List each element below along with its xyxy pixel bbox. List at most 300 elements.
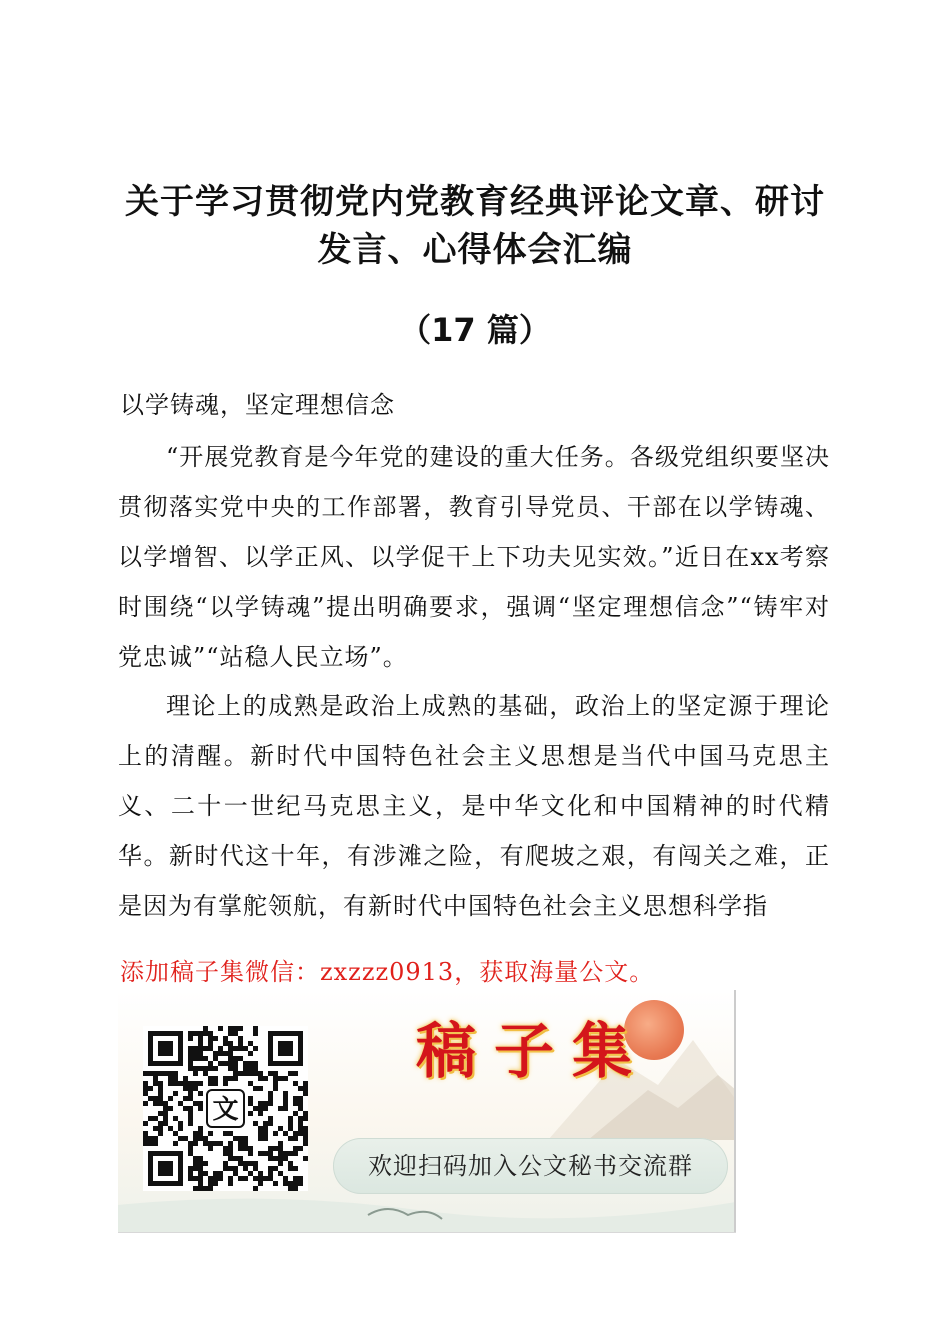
promo-banner [118, 990, 736, 1233]
qr-module [278, 1076, 283, 1081]
qr-module [258, 1131, 263, 1136]
qr-module [238, 1071, 243, 1076]
qr-module [223, 1051, 228, 1056]
qr-module [208, 1066, 213, 1071]
qr-module [193, 1186, 198, 1191]
qr-module [248, 1161, 253, 1166]
qr-module [168, 1126, 173, 1131]
qr-module [253, 1026, 258, 1031]
qr-module [243, 1046, 248, 1051]
qr-module [198, 1156, 203, 1161]
qr-module [198, 1036, 203, 1041]
qr-module [303, 1131, 308, 1136]
qr-module [248, 1151, 253, 1156]
qr-module [213, 1036, 218, 1041]
qr-module [283, 1156, 288, 1161]
qr-module [173, 1091, 178, 1096]
qr-module [293, 1131, 298, 1136]
qr-module [143, 1086, 148, 1091]
qr-module [203, 1171, 208, 1176]
qr-module [298, 1126, 303, 1131]
qr-module [223, 1146, 228, 1151]
qr-module [213, 1066, 218, 1071]
qr-module [253, 1166, 258, 1171]
qr-module [303, 1136, 308, 1141]
qr-module [278, 1151, 283, 1156]
qr-module [148, 1086, 153, 1091]
qr-module [258, 1176, 263, 1181]
qr-module [263, 1151, 268, 1156]
qr-module [228, 1151, 233, 1156]
qr-module [273, 1166, 278, 1171]
qr-module [248, 1111, 253, 1116]
qr-module [163, 1116, 168, 1121]
qr-module [193, 1081, 198, 1086]
qr-module [253, 1186, 258, 1191]
qr-module [198, 1046, 203, 1051]
qr-module [153, 1081, 158, 1086]
qr-module [303, 1116, 308, 1121]
qr-module [258, 1086, 263, 1091]
qr-module [158, 1071, 163, 1076]
qr-code-image [143, 1026, 308, 1191]
qr-module [188, 1146, 193, 1151]
qr-module [213, 1051, 218, 1056]
qr-module [248, 1051, 253, 1056]
qr-module [188, 1106, 193, 1111]
qr-module [233, 1026, 238, 1031]
qr-module [178, 1081, 183, 1086]
qr-module [243, 1146, 248, 1151]
qr-module [188, 1141, 193, 1146]
qr-module [193, 1131, 198, 1136]
qr-module [253, 1086, 258, 1091]
qr-module [208, 1181, 213, 1186]
qr-module [188, 1056, 193, 1061]
qr-module [278, 1141, 283, 1146]
qr-module [163, 1106, 168, 1111]
qr-module [173, 1076, 178, 1081]
qr-module [228, 1061, 233, 1066]
qr-module [253, 1176, 258, 1181]
qr-module [213, 1141, 218, 1146]
qr-module [243, 1136, 248, 1141]
qr-module [283, 1151, 288, 1156]
qr-module [298, 1106, 303, 1111]
qr-module [203, 1026, 208, 1031]
qr-module [288, 1186, 293, 1191]
qr-module [168, 1081, 173, 1086]
qr-module [233, 1056, 238, 1061]
qr-module [298, 1131, 303, 1136]
qr-module [238, 1146, 243, 1151]
qr-module [203, 1071, 208, 1076]
qr-module [213, 1081, 218, 1086]
qr-module [193, 1141, 198, 1146]
qr-module [208, 1046, 213, 1051]
qr-module [283, 1176, 288, 1181]
qr-module [213, 1056, 218, 1061]
qr-module [153, 1141, 158, 1146]
qr-module [193, 1046, 198, 1051]
qr-module [198, 1131, 203, 1136]
qr-module [288, 1136, 293, 1141]
qr-module [218, 1171, 223, 1176]
qr-module [228, 1026, 233, 1031]
qr-module [213, 1076, 218, 1081]
qr-module [183, 1076, 188, 1081]
qr-module [293, 1181, 298, 1186]
qr-module [228, 1056, 233, 1061]
qr-module [238, 1026, 243, 1031]
qr-module [208, 1176, 213, 1181]
qr-module [168, 1076, 173, 1081]
qr-module [258, 1076, 263, 1081]
qr-module [223, 1076, 228, 1081]
qr-module [228, 1051, 233, 1056]
qr-module [193, 1166, 198, 1171]
qr-module [158, 1101, 163, 1106]
qr-module [243, 1166, 248, 1171]
qr-module [203, 1141, 208, 1146]
qr-module [288, 1181, 293, 1186]
qr-module [283, 1076, 288, 1081]
qr-module [153, 1096, 158, 1101]
qr-module [203, 1031, 208, 1036]
qr-module [238, 1161, 243, 1166]
qr-module [248, 1081, 253, 1086]
qr-module [268, 1156, 273, 1161]
qr-module [228, 1076, 233, 1081]
qr-module [208, 1076, 213, 1081]
qr-module [188, 1051, 193, 1056]
qr-module [248, 1066, 253, 1071]
qr-module [203, 1056, 208, 1061]
qr-module [243, 1176, 248, 1181]
qr-module [203, 1136, 208, 1141]
qr-module [148, 1096, 153, 1101]
qr-module [168, 1071, 173, 1076]
qr-module [248, 1061, 253, 1066]
qr-module [263, 1106, 268, 1111]
qr-module [143, 1131, 148, 1136]
qr-module [228, 1146, 233, 1151]
qr-module [198, 1176, 203, 1181]
qr-module [288, 1121, 293, 1126]
qr-module [198, 1126, 203, 1131]
qr-module [268, 1071, 273, 1076]
qr-module [208, 1041, 213, 1046]
qr-module [148, 1141, 153, 1146]
qr-module [208, 1036, 213, 1041]
qr-module [233, 1166, 238, 1171]
qr-module [243, 1141, 248, 1146]
qr-module [293, 1136, 298, 1141]
qr-module [153, 1071, 158, 1076]
qr-module [158, 1126, 163, 1131]
qr-module [303, 1081, 308, 1086]
qr-module [278, 1146, 283, 1151]
qr-module [293, 1096, 298, 1101]
qr-module [168, 1096, 173, 1101]
qr-module [143, 1081, 148, 1086]
qr-module [278, 1106, 283, 1111]
qr-module [163, 1121, 168, 1126]
qr-module [248, 1096, 253, 1101]
qr-module [293, 1081, 298, 1086]
qr-module [283, 1106, 288, 1111]
qr-module [143, 1136, 148, 1141]
qr-module [293, 1166, 298, 1171]
qr-module [263, 1101, 268, 1106]
qr-module [258, 1181, 263, 1186]
qr-module [163, 1111, 168, 1116]
qr-module [208, 1061, 213, 1066]
qr-module [303, 1126, 308, 1131]
qr-module [288, 1161, 293, 1166]
qr-module [178, 1101, 183, 1106]
qr-module [203, 1046, 208, 1051]
qr-module [188, 1081, 193, 1086]
qr-module [188, 1166, 193, 1171]
qr-module [288, 1116, 293, 1121]
qr-module [153, 1076, 158, 1081]
qr-module [293, 1151, 298, 1156]
qr-module [293, 1071, 298, 1076]
qr-module [183, 1086, 188, 1091]
qr-module [223, 1061, 228, 1066]
qr-module [183, 1081, 188, 1086]
qr-module [228, 1166, 233, 1171]
promo-text: 添加稿子集微信：zxzzz0913，获取海量公文。 [120, 958, 655, 986]
qr-module [223, 1161, 228, 1166]
qr-module [268, 1101, 273, 1106]
qr-module [163, 1101, 168, 1106]
qr-module [283, 1181, 288, 1186]
qr-module [193, 1086, 198, 1091]
qr-module [153, 1101, 158, 1106]
qr-module [263, 1176, 268, 1181]
qr-module [248, 1071, 253, 1076]
qr-module [273, 1071, 278, 1076]
qr-module [223, 1036, 228, 1041]
qr-module [253, 1031, 258, 1036]
qr-module [248, 1146, 253, 1151]
qr-module [158, 1086, 163, 1091]
qr-module [298, 1096, 303, 1101]
qr-module [278, 1126, 283, 1131]
slogan-pill [333, 1138, 728, 1194]
qr-module [143, 1121, 148, 1126]
qr-module [293, 1111, 298, 1116]
body-paragraph-2: 理论上的成熟是政治上成熟的基础，政治上的坚定源于理论上的清醒。新时代中国特色社会主义思想是当代中国马克思主义、二十一世纪马克思主义，是中华文化和中国精神的时代精华。新时代这十年，有涉滩之险，有爬坡之艰，有闯关之难，正是因为有掌舵领航，有新时代中国特色社会主义思想科学指 [118, 692, 830, 920]
qr-module [228, 1041, 233, 1046]
qr-module [143, 1101, 148, 1106]
qr-module [278, 1171, 283, 1176]
qr-module [268, 1166, 273, 1171]
qr-module [158, 1096, 163, 1101]
qr-module [218, 1141, 223, 1146]
qr-module [173, 1081, 178, 1086]
qr-module [208, 1031, 213, 1036]
qr-module [153, 1136, 158, 1141]
qr-module [293, 1146, 298, 1151]
qr-module [183, 1106, 188, 1111]
qr-module [288, 1126, 293, 1131]
document-title [60, 178, 890, 274]
qr-module [173, 1141, 178, 1146]
qr-module [233, 1031, 238, 1036]
qr-module [273, 1081, 278, 1086]
qr-module [148, 1071, 153, 1076]
qr-module [258, 1171, 263, 1176]
qr-module [208, 1186, 213, 1191]
qr-module [198, 1186, 203, 1191]
qr-module [228, 1176, 233, 1181]
qr-module [218, 1061, 223, 1066]
qr-module [203, 1161, 208, 1166]
qr-module [193, 1051, 198, 1056]
qr-module [303, 1086, 308, 1091]
qr-module [258, 1126, 263, 1131]
qr-module [198, 1056, 203, 1061]
qr-module [143, 1141, 148, 1146]
qr-module [293, 1101, 298, 1106]
qr-module [163, 1071, 168, 1076]
qr-module [198, 1051, 203, 1056]
qr-module [298, 1116, 303, 1121]
qr-module [233, 1061, 238, 1066]
qr-module [193, 1066, 198, 1071]
qr-module [218, 1176, 223, 1181]
qr-module [233, 1046, 238, 1051]
qr-module [188, 1086, 193, 1091]
qr-module [263, 1131, 268, 1136]
qr-module [273, 1181, 278, 1186]
qr-module [213, 1181, 218, 1186]
qr-module [303, 1091, 308, 1096]
qr-module [173, 1116, 178, 1121]
body-paragraph-1: “开展党教育是今年党的建设的重大任务。各级党组织要坚决贯彻落实党中央的工作部署，教育引导党员、干部在以学铸魂、以学增智、以学正风、以学促干上下功夫见实效。”近日在xx考察时围绕“以学铸魂”提出明确要求，强调“坚定理想信念”“铸牢对党忠诚”“站稳人民立场”。 [118, 443, 830, 671]
brand-logo-text: 稿子集 [416, 1017, 650, 1087]
qr-module [298, 1146, 303, 1151]
slogan-text: 欢迎扫码加入公文秘书交流群 [368, 1152, 693, 1180]
qr-module [298, 1176, 303, 1181]
qr-module [203, 1066, 208, 1071]
qr-module [283, 1091, 288, 1096]
qr-module [253, 1121, 258, 1126]
qr-module [198, 1041, 203, 1046]
qr-module [238, 1046, 243, 1051]
qr-module [158, 1111, 163, 1116]
qr-module [233, 1076, 238, 1081]
qr-module [208, 1081, 213, 1086]
qr-module [213, 1171, 218, 1176]
qr-module [278, 1156, 283, 1161]
qr-module [248, 1041, 253, 1046]
qr-module [193, 1161, 198, 1166]
qr-module [213, 1176, 218, 1181]
qr-module [158, 1131, 163, 1136]
document-title-line-1: 关于学习贯彻党内党教育经典评论文章、研讨 [125, 182, 825, 222]
qr-module [183, 1096, 188, 1101]
qr-module [188, 1116, 193, 1121]
qr-module [153, 1116, 158, 1121]
qr-module [188, 1171, 193, 1176]
qr-module [218, 1051, 223, 1056]
qr-module [233, 1071, 238, 1076]
qr-module [143, 1091, 148, 1096]
qr-module [193, 1071, 198, 1076]
qr-module [228, 1131, 233, 1136]
qr-module [273, 1086, 278, 1091]
qr-module [298, 1181, 303, 1186]
qr-module [258, 1106, 263, 1111]
qr-module [198, 1166, 203, 1171]
qr-module [153, 1126, 158, 1131]
qr-module [268, 1171, 273, 1176]
qr-module [198, 1101, 203, 1106]
qr-module [228, 1031, 233, 1036]
qr-module [188, 1151, 193, 1156]
banner-edge [734, 990, 736, 1232]
qr-module [298, 1086, 303, 1091]
qr-module [233, 1171, 238, 1176]
qr-module [263, 1126, 268, 1131]
qr-module [248, 1171, 253, 1176]
qr-module [228, 1181, 233, 1186]
qr-module [193, 1156, 198, 1161]
qr-module [233, 1136, 238, 1141]
qr-module [193, 1136, 198, 1141]
qr-module [178, 1136, 183, 1141]
qr-module [253, 1106, 258, 1111]
qr-module [303, 1111, 308, 1116]
qr-module [198, 1106, 203, 1111]
qr-module [228, 1141, 233, 1146]
qr-module [288, 1071, 293, 1076]
qr-module [268, 1121, 273, 1126]
qr-module [268, 1151, 273, 1156]
qr-module [238, 1176, 243, 1181]
qr-module [223, 1166, 228, 1171]
qr-module [238, 1056, 243, 1061]
qr-module [298, 1121, 303, 1126]
qr-module [208, 1141, 213, 1146]
qr-module [198, 1136, 203, 1141]
qr-module [268, 1176, 273, 1181]
qr-module [238, 1136, 243, 1141]
qr-module [298, 1101, 303, 1106]
qr-module [188, 1176, 193, 1181]
qr-module [168, 1106, 173, 1111]
qr-module [243, 1066, 248, 1071]
qr-module [198, 1081, 203, 1086]
qr-module [243, 1161, 248, 1166]
qr-module [188, 1036, 193, 1041]
qr-module [223, 1041, 228, 1046]
qr-module [198, 1171, 203, 1176]
qr-module [238, 1036, 243, 1041]
qr-module [258, 1151, 263, 1156]
qr-module [173, 1071, 178, 1076]
qr-module [228, 1066, 233, 1071]
qr-module [258, 1136, 263, 1141]
qr-module [293, 1176, 298, 1181]
qr-module [158, 1091, 163, 1096]
qr-module [283, 1096, 288, 1101]
qr-module [218, 1026, 223, 1031]
